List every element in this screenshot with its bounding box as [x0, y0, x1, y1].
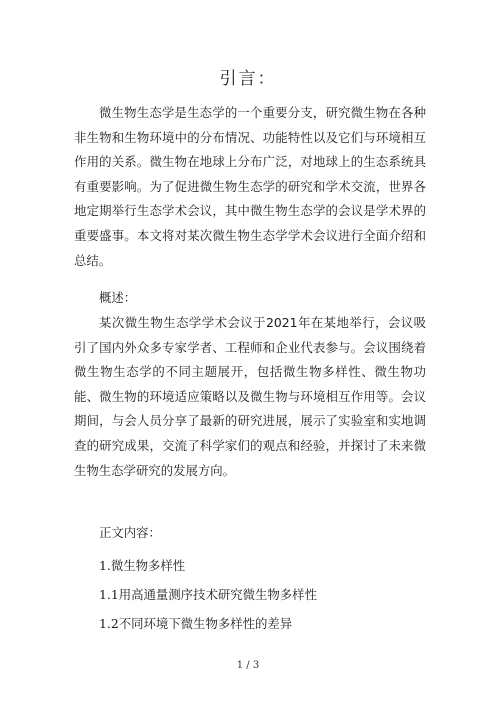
- list-item: [99, 612, 292, 637]
- list-item-text: 微生物多样性: [110, 558, 186, 573]
- document-title: 引言：: [219, 69, 277, 89]
- list-item-text: 不同环境下微生物多样性的差异: [118, 616, 293, 631]
- list-item-number: 1.: [99, 558, 111, 573]
- list-item: [99, 583, 317, 608]
- list-item-text: 用高通量测序技术研究微生物多样性: [118, 587, 317, 602]
- page-indicator: 1 / 3: [236, 660, 260, 671]
- body-heading: 正文内容：: [99, 525, 161, 540]
- list-item-number: 1.2: [99, 616, 119, 631]
- overview-paragraph: 某次微生物生态学学术会议于2021年在某地举行，会议吸引了国内外众多专家学者、工程师和企业代表参与。会议围绕着微生物生态学的不同主题展开，包括微生物多样性、微生物功能、微生物的环境适应策略以及微生物与环境相互作用等。会议期间，与会人员分享了最新的研究进展，展示了实验室和实地调查的研究成果，交流了科学家们的观点和经验，并探讨了未来微生物生态学研究的发展方向。: [74, 315, 426, 478]
- overview-heading: 概述：: [99, 290, 137, 305]
- list-item: [99, 554, 185, 579]
- intro-paragraph: 微生物生态学是生态学的一个重要分支，研究微生物在各种非生物和生物环境中的分布情况、功能特性以及它们与环境相互作用的关系。微生物在地球上分布广泛，对地球上的生态系统具有重要影响。为了促进微生物生态学的研究和学术交流，世界各地定期举行生态学术会议，其中微生物生态学的会议是学术界的重要盛事。本文将对某次微生物生态学学术会议进行全面介绍和总结。: [74, 105, 426, 268]
- list-item-number: 1.1: [99, 587, 119, 602]
